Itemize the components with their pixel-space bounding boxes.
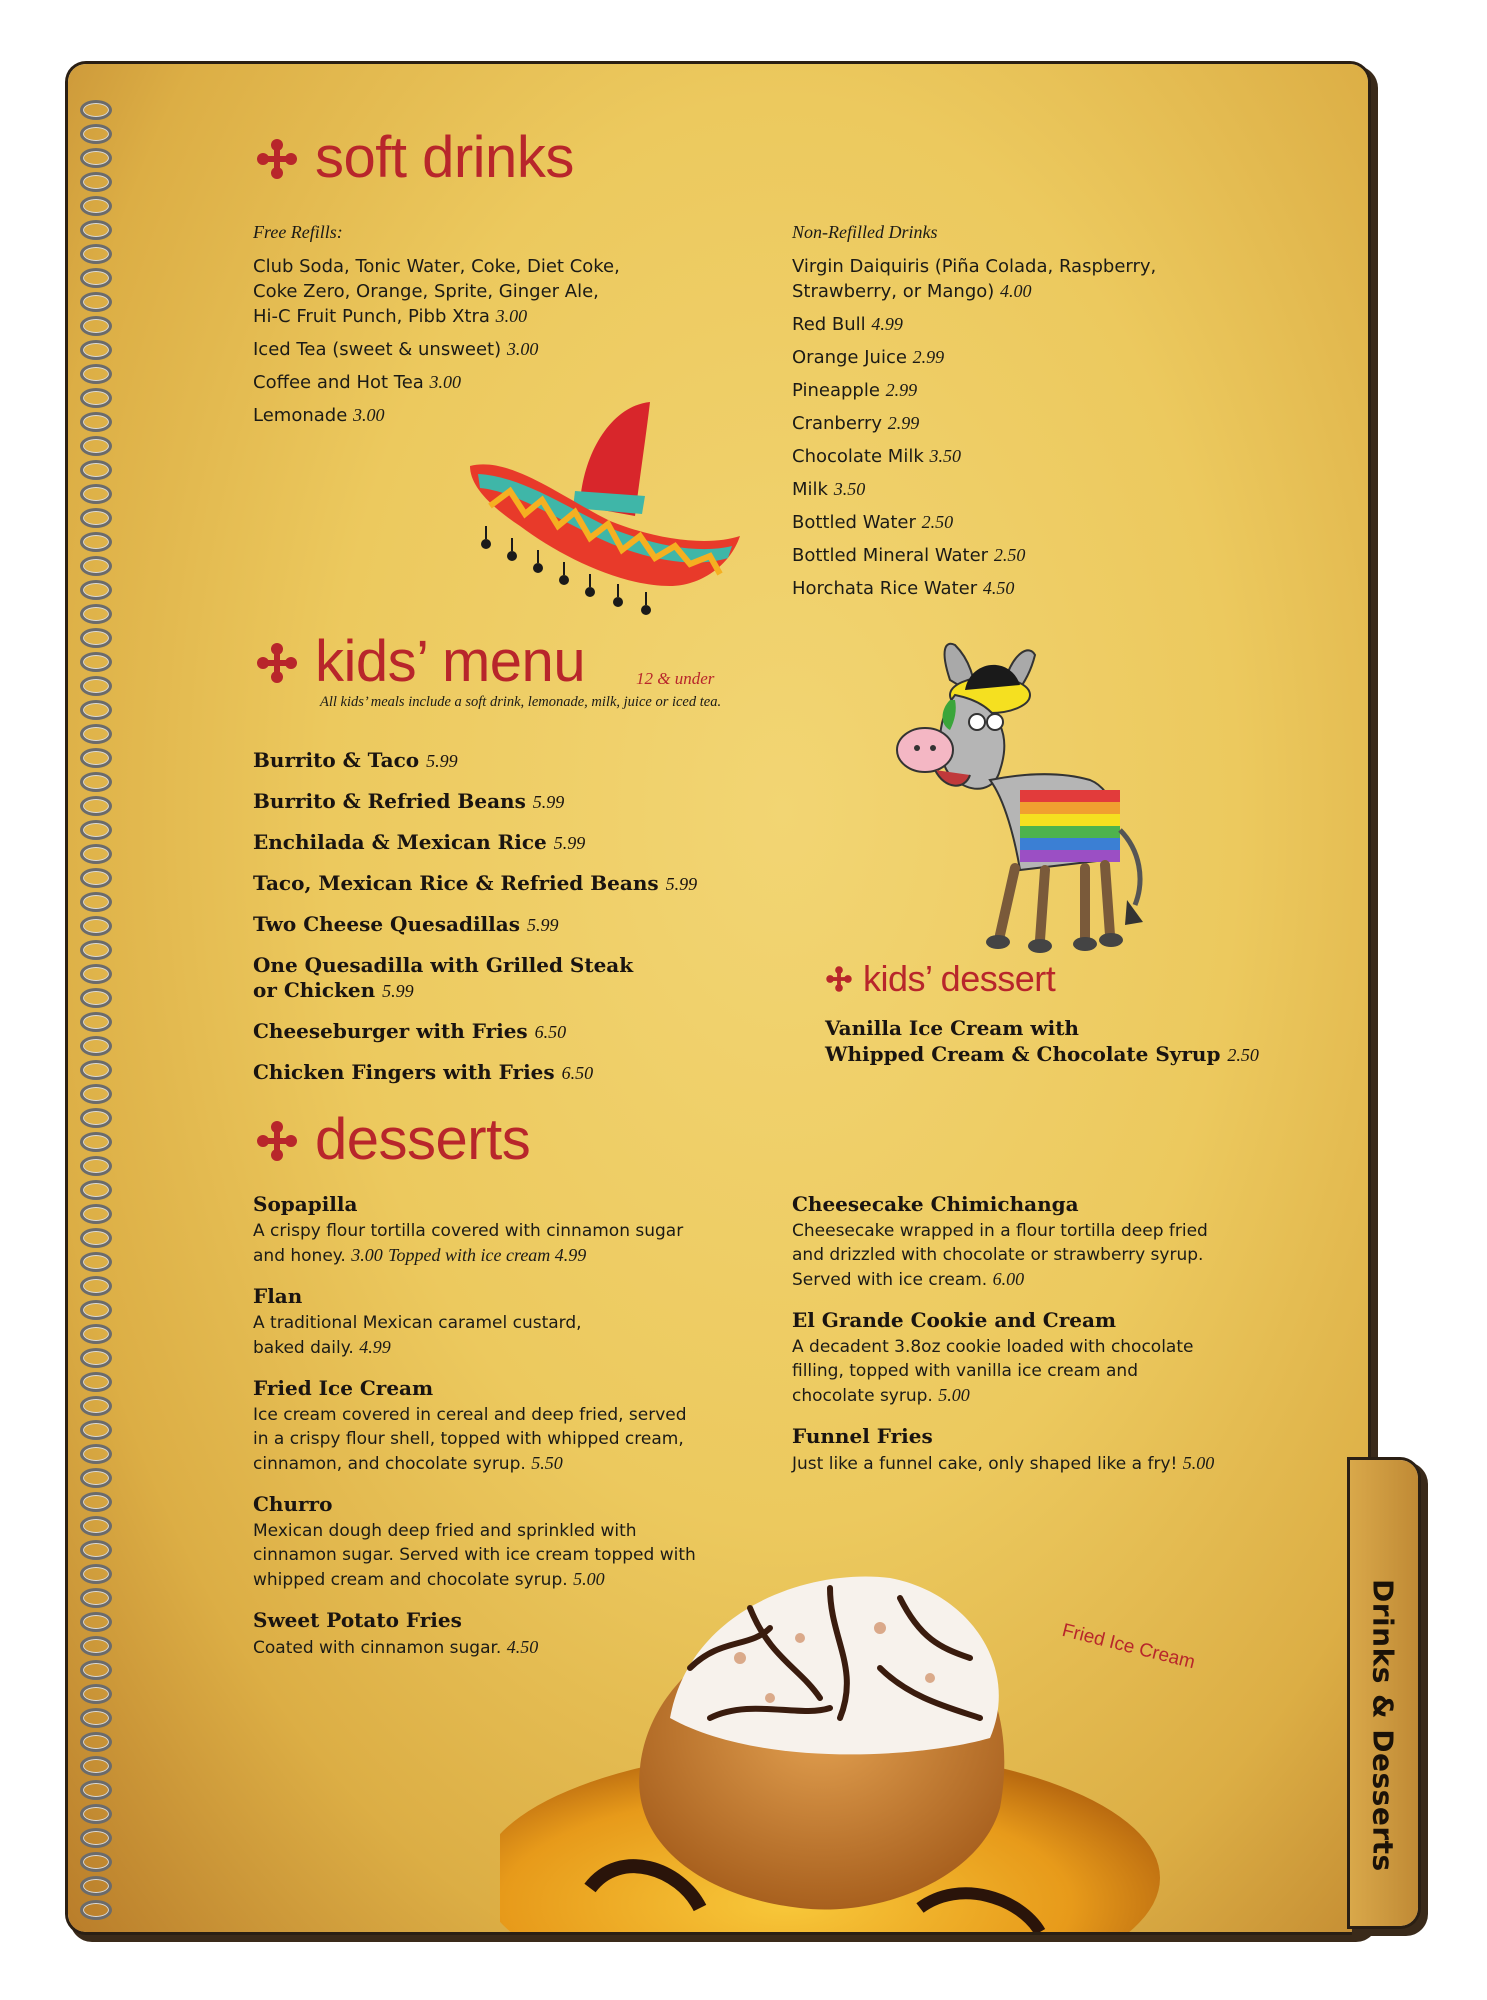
kids-item-name: Taco, Mexican Rice & Refried Beans bbox=[253, 871, 659, 895]
dessert-description bbox=[792, 1359, 1138, 1383]
binding-ring bbox=[80, 292, 112, 312]
dessert-desc-text: A traditional Mexican caramel custard, bbox=[253, 1313, 582, 1333]
kids-item-price: 5.99 bbox=[553, 833, 586, 853]
dessert-description bbox=[792, 1219, 1208, 1243]
dessert-desc-text: cinnamon sugar. Served with ice cream topped with bbox=[253, 1545, 696, 1565]
drink-name: Chocolate Milk bbox=[792, 446, 924, 467]
kids-dessert-line1: Vanilla Ice Cream with bbox=[825, 1016, 1079, 1040]
dessert-price: 4.50 bbox=[506, 1637, 539, 1657]
binding-ring bbox=[80, 1012, 112, 1032]
drink-item bbox=[253, 304, 527, 329]
binding-ring bbox=[80, 1084, 112, 1104]
drink-item bbox=[792, 312, 903, 337]
binding-ring bbox=[80, 820, 112, 840]
dessert-desc-text: Mexican dough deep fried and sprinkled with bbox=[253, 1521, 637, 1541]
kids-item-name: Two Cheese Quesadillas bbox=[253, 912, 520, 936]
binding-ring bbox=[80, 676, 112, 696]
binding-ring bbox=[80, 1876, 112, 1896]
binding-ring bbox=[80, 340, 112, 360]
dessert-description bbox=[253, 1519, 637, 1543]
binding-ring bbox=[80, 412, 112, 432]
kids-item-name: Cheeseburger with Fries bbox=[253, 1019, 528, 1043]
dessert-desc-text: Just like a funnel cake, only shaped like a fry! bbox=[792, 1454, 1178, 1474]
binding-ring bbox=[80, 1132, 112, 1152]
dessert-extra: Topped with ice cream 4.99 bbox=[388, 1245, 587, 1265]
dessert-description bbox=[253, 1219, 683, 1243]
binding-ring bbox=[80, 604, 112, 624]
dessert-description bbox=[792, 1335, 1193, 1359]
kids-item-name: Chicken Fingers with Fries bbox=[253, 1060, 555, 1084]
drink-price: 2.99 bbox=[885, 380, 918, 400]
ornament-icon bbox=[255, 128, 299, 195]
kids-item-price: 6.50 bbox=[561, 1063, 594, 1083]
dessert-desc-text: A decadent 3.8oz cookie loaded with chocolate bbox=[792, 1337, 1194, 1357]
drink-item bbox=[253, 403, 385, 428]
binding-ring bbox=[80, 1252, 112, 1272]
drink-name: Strawberry, or Mango) bbox=[792, 281, 995, 302]
binding-ring bbox=[80, 892, 112, 912]
fried-ice-cream-photo bbox=[500, 1548, 1290, 1932]
kids-item-price: 5.99 bbox=[532, 792, 565, 812]
binding-ring bbox=[80, 1180, 112, 1200]
binding-ring bbox=[80, 1060, 112, 1080]
dessert-description bbox=[253, 1311, 582, 1335]
dessert-description bbox=[253, 1335, 391, 1360]
drink-name: Horchata Rice Water bbox=[792, 578, 978, 599]
free-refills-header: Free Refills: bbox=[253, 222, 343, 242]
sombrero-icon bbox=[470, 396, 742, 634]
kids-menu-item-cont bbox=[253, 978, 414, 1004]
kids-menu-title bbox=[255, 628, 585, 699]
drink-item bbox=[792, 378, 917, 403]
ornament-icon bbox=[255, 1110, 299, 1177]
binding-ring bbox=[80, 1612, 112, 1632]
binding-ring bbox=[80, 1708, 112, 1728]
dessert-description bbox=[253, 1427, 684, 1451]
kids-dessert-price: 2.50 bbox=[1227, 1045, 1259, 1065]
dessert-name: Sweet Potato Fries bbox=[253, 1608, 462, 1632]
binding-ring bbox=[80, 436, 112, 456]
dessert-description bbox=[792, 1243, 1203, 1267]
drink-price: 3.00 bbox=[495, 306, 528, 326]
binding-ring bbox=[80, 1372, 112, 1392]
drink-item bbox=[792, 543, 1025, 568]
drink-price: 2.50 bbox=[921, 512, 954, 532]
kids-item-price: 6.50 bbox=[534, 1022, 567, 1042]
binding-ring bbox=[80, 1516, 112, 1536]
binding-ring bbox=[80, 1228, 112, 1248]
binding-ring bbox=[80, 1444, 112, 1464]
drink-price: 3.50 bbox=[833, 479, 866, 499]
binding-ring bbox=[80, 1396, 112, 1416]
binding-ring bbox=[80, 1852, 112, 1872]
dessert-price: 5.00 bbox=[573, 1569, 605, 1589]
binding-ring bbox=[80, 1276, 112, 1296]
drink-name: Red Bull bbox=[792, 314, 866, 335]
drink-name: Orange Juice bbox=[792, 347, 907, 368]
binding-ring bbox=[80, 1684, 112, 1704]
binding-ring bbox=[80, 364, 112, 384]
binding-ring bbox=[80, 1636, 112, 1656]
binding-ring bbox=[80, 1300, 112, 1320]
dessert-name: Fried Ice Cream bbox=[253, 1376, 434, 1400]
drink-name: Coffee and Hot Tea bbox=[253, 372, 424, 393]
binding-ring bbox=[80, 700, 112, 720]
binding-ring bbox=[80, 772, 112, 792]
binding-ring bbox=[80, 964, 112, 984]
drink-price: 3.50 bbox=[929, 446, 961, 466]
kids-item-price: 5.99 bbox=[665, 874, 698, 894]
dessert-name: El Grande Cookie and Cream bbox=[792, 1308, 1117, 1332]
desserts-title-text: desserts bbox=[315, 1107, 531, 1172]
photo-caption: Fried Ice Cream bbox=[1059, 1620, 1198, 1674]
binding-ring bbox=[80, 628, 112, 648]
ornament-icon bbox=[255, 632, 299, 699]
dessert-desc-text: Served with ice cream. bbox=[792, 1270, 988, 1290]
binding-ring bbox=[80, 1108, 112, 1128]
binding-ring bbox=[80, 988, 112, 1008]
drink-item bbox=[792, 411, 919, 436]
dessert-name: Sopapilla bbox=[253, 1192, 358, 1216]
dessert-desc-text: and honey. bbox=[253, 1246, 346, 1266]
drink-name: Pineapple bbox=[792, 380, 880, 401]
binding-ring bbox=[80, 268, 112, 288]
dessert-desc-text: chocolate syrup. bbox=[792, 1386, 933, 1406]
drink-price: 3.00 bbox=[429, 372, 462, 392]
dessert-price: 6.00 bbox=[992, 1269, 1025, 1289]
dessert-price: 5.00 bbox=[1182, 1453, 1215, 1473]
ornament-icon bbox=[825, 960, 853, 1002]
drink-name: Milk bbox=[792, 479, 828, 500]
binding-ring bbox=[80, 748, 112, 768]
binding-ring bbox=[80, 244, 112, 264]
binding-ring bbox=[80, 1540, 112, 1560]
drink-price: 4.00 bbox=[1000, 281, 1032, 301]
donkey-icon bbox=[895, 640, 1157, 965]
drink-price: 3.00 bbox=[353, 405, 385, 425]
dessert-price: 4.99 bbox=[359, 1337, 391, 1357]
binding-ring bbox=[80, 1492, 112, 1512]
binding-ring bbox=[80, 316, 112, 336]
dessert-description bbox=[792, 1383, 970, 1408]
dessert-price: 5.00 bbox=[938, 1385, 970, 1405]
drink-item bbox=[792, 279, 1032, 304]
binding-ring bbox=[80, 220, 112, 240]
kids-dessert-title bbox=[825, 958, 1055, 1002]
soft-drinks-title-text: soft drinks bbox=[315, 125, 574, 190]
binding-ring bbox=[80, 1756, 112, 1776]
binding-ring bbox=[80, 1156, 112, 1176]
kids-menu-item bbox=[253, 830, 585, 856]
tab-label: Drinks & Desserts bbox=[1366, 1578, 1400, 1872]
binding-ring bbox=[80, 508, 112, 528]
binding-ring bbox=[80, 484, 112, 504]
kids-menu-item bbox=[253, 748, 458, 774]
drink-name: Virgin Daiquiris (Piña Colada, Raspberry, bbox=[792, 256, 1157, 277]
binding-ring bbox=[80, 1420, 112, 1440]
dessert-description bbox=[792, 1267, 1024, 1292]
binding-ring bbox=[80, 1564, 112, 1584]
drink-name: Coke Zero, Orange, Sprite, Ginger Ale, bbox=[253, 281, 599, 302]
dessert-name: Flan bbox=[253, 1284, 303, 1308]
drink-item bbox=[792, 254, 1156, 279]
dessert-desc-text: A crispy flour tortilla covered with cinnamon sugar bbox=[253, 1221, 684, 1241]
binding-ring bbox=[80, 1588, 112, 1608]
dessert-description bbox=[253, 1403, 687, 1427]
dessert-price: 5.50 bbox=[531, 1453, 563, 1473]
binding-ring bbox=[80, 1468, 112, 1488]
kids-item-price: 5.99 bbox=[382, 981, 414, 1001]
binding-ring bbox=[80, 844, 112, 864]
dessert-desc-text: filling, topped with vanilla ice cream and bbox=[792, 1361, 1138, 1381]
dessert-desc-text: Ice cream covered in cereal and deep fried, served bbox=[253, 1405, 687, 1425]
drink-price: 2.99 bbox=[887, 413, 920, 433]
dessert-desc-text: cinnamon, and chocolate syrup. bbox=[253, 1454, 526, 1474]
binding-ring bbox=[80, 652, 112, 672]
kids-item-name: One Quesadilla with Grilled Steak bbox=[253, 953, 634, 977]
binding-ring bbox=[80, 532, 112, 552]
desserts-title bbox=[255, 1106, 530, 1177]
dessert-name: Funnel Fries bbox=[792, 1424, 933, 1448]
kids-menu-item bbox=[253, 871, 697, 897]
drink-item bbox=[792, 477, 865, 502]
kids-menu-title-text: kids’ menu bbox=[315, 629, 586, 694]
soft-drinks-title bbox=[255, 124, 574, 195]
drink-price: 3.00 bbox=[506, 339, 539, 359]
kids-menu-item bbox=[253, 912, 558, 938]
dessert-desc-text: baked daily. bbox=[253, 1338, 354, 1358]
binding-ring bbox=[80, 868, 112, 888]
kids-dessert-line2 bbox=[825, 1042, 1259, 1068]
drink-item bbox=[792, 510, 953, 535]
binding-ring bbox=[80, 580, 112, 600]
binding-ring bbox=[80, 196, 112, 216]
binding-ring bbox=[80, 460, 112, 480]
dessert-name: Churro bbox=[253, 1492, 333, 1516]
kids-item-price: 5.99 bbox=[526, 915, 559, 935]
drink-name: Iced Tea (sweet & unsweet) bbox=[253, 339, 502, 360]
dessert-desc-text: Cheesecake wrapped in a flour tortilla deep fried bbox=[792, 1221, 1208, 1241]
dessert-description bbox=[253, 1635, 538, 1660]
dessert-price: 3.00 bbox=[351, 1245, 383, 1265]
drink-item bbox=[253, 279, 599, 304]
binding-ring bbox=[80, 916, 112, 936]
binding-ring bbox=[80, 940, 112, 960]
binding-ring bbox=[80, 388, 112, 408]
drink-price: 4.50 bbox=[982, 578, 1015, 598]
binding-ring bbox=[80, 1036, 112, 1056]
dessert-desc-text: and drizzled with chocolate or strawberry syrup. bbox=[792, 1245, 1204, 1265]
kids-item-name: Burrito & Taco bbox=[253, 748, 420, 772]
kids-menu-item bbox=[253, 1060, 593, 1086]
non-refilled-header: Non-Refilled Drinks bbox=[792, 222, 938, 242]
kids-dessert-title-text: kids’ dessert bbox=[863, 958, 1056, 999]
drink-price: 2.50 bbox=[993, 545, 1026, 565]
binding-ring bbox=[80, 1900, 112, 1920]
binding-ring bbox=[80, 1348, 112, 1368]
kids-item-price: 5.99 bbox=[426, 751, 458, 771]
drink-name: Bottled Mineral Water bbox=[792, 545, 989, 566]
drink-item bbox=[253, 370, 461, 395]
drink-item bbox=[792, 345, 944, 370]
binding-ring bbox=[80, 796, 112, 816]
kids-dessert-line2-text: Whipped Cream & Chocolate Syrup bbox=[825, 1042, 1221, 1066]
drink-item bbox=[253, 254, 620, 279]
drink-name: Cranberry bbox=[792, 413, 883, 434]
drink-name: Club Soda, Tonic Water, Coke, Diet Coke, bbox=[253, 256, 620, 277]
kids-item-name: Enchilada & Mexican Rice bbox=[253, 830, 547, 854]
drink-item bbox=[253, 337, 538, 362]
binding-ring bbox=[80, 724, 112, 744]
kids-meals-note: All kids’ meals include a soft drink, lemonade, milk, juice or iced tea. bbox=[320, 694, 722, 710]
dessert-description bbox=[253, 1243, 586, 1268]
binding-ring bbox=[80, 1804, 112, 1824]
binding-ring bbox=[80, 172, 112, 192]
drink-price: 2.99 bbox=[912, 347, 945, 367]
binding-ring bbox=[80, 1828, 112, 1848]
spiral-binding bbox=[80, 100, 114, 1920]
kids-menu-item bbox=[253, 789, 564, 815]
kids-age-note: 12 & under bbox=[636, 669, 715, 688]
kids-item-name: Burrito & Refried Beans bbox=[253, 789, 526, 813]
drink-name: Lemonade bbox=[253, 405, 348, 426]
drink-item bbox=[792, 576, 1014, 601]
binding-ring bbox=[80, 1324, 112, 1344]
drink-price: 4.99 bbox=[871, 314, 903, 334]
dessert-desc-text: Coated with cinnamon sugar. bbox=[253, 1638, 502, 1658]
kids-item-name-cont: or Chicken bbox=[253, 978, 376, 1002]
binding-ring bbox=[80, 1204, 112, 1224]
binding-ring bbox=[80, 100, 112, 120]
dessert-name: Cheesecake Chimichanga bbox=[792, 1192, 1079, 1216]
binding-ring bbox=[80, 1660, 112, 1680]
binding-ring bbox=[80, 148, 112, 168]
dessert-desc-text: whipped cream and chocolate syrup. bbox=[253, 1570, 568, 1590]
kids-menu-item bbox=[253, 953, 633, 978]
drink-name: Bottled Water bbox=[792, 512, 916, 533]
dessert-description bbox=[792, 1451, 1214, 1476]
drink-name: Hi-C Fruit Punch, Pibb Xtra bbox=[253, 306, 490, 327]
kids-menu-item bbox=[253, 1019, 566, 1045]
dessert-description bbox=[253, 1451, 563, 1476]
binding-ring bbox=[80, 124, 112, 144]
dessert-desc-text: in a crispy flour shell, topped with whipped cream, bbox=[253, 1429, 684, 1449]
binding-ring bbox=[80, 1780, 112, 1800]
binding-ring bbox=[80, 1732, 112, 1752]
drink-item bbox=[792, 444, 961, 469]
binding-ring bbox=[80, 556, 112, 576]
